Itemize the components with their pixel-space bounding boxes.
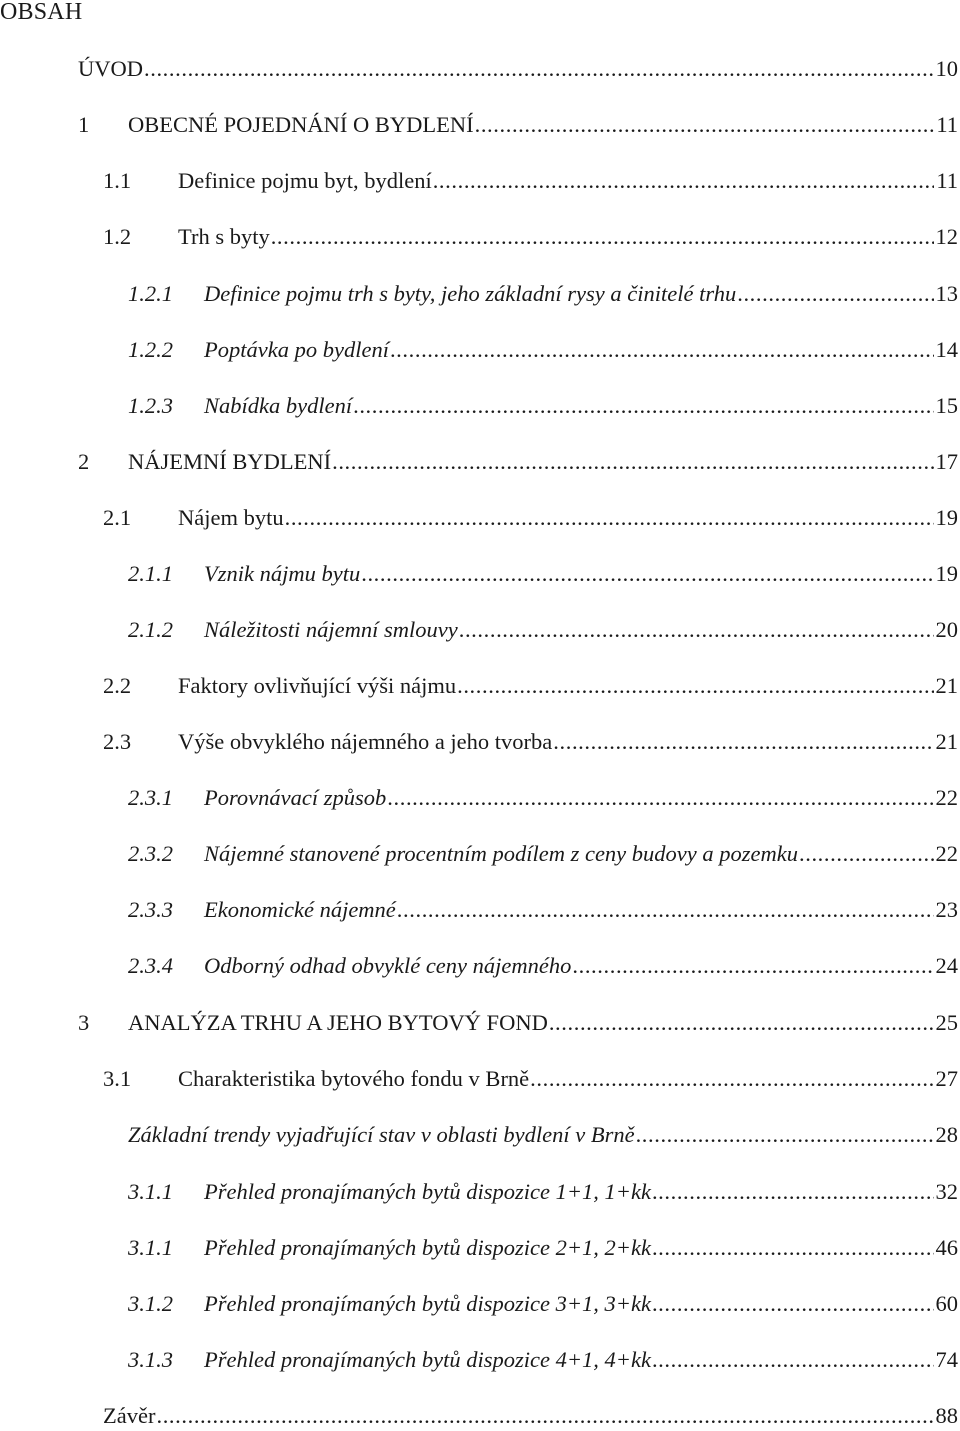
toc-leader bbox=[156, 1401, 933, 1431]
toc-leader bbox=[144, 54, 934, 84]
toc-leader bbox=[361, 559, 933, 589]
toc-entry-page: 22 bbox=[935, 841, 958, 866]
toc-entry-title: ÚVOD bbox=[78, 56, 143, 81]
toc-leader bbox=[652, 1233, 934, 1263]
toc-entry-page: 32 bbox=[935, 1179, 958, 1204]
toc-entry-title: Výše obvyklého nájemného a jeho tvorba bbox=[178, 729, 553, 754]
toc-entry-title: Nájem bytu bbox=[178, 505, 284, 530]
toc-entry[interactable] bbox=[128, 1120, 958, 1150]
toc-entry-page: 74 bbox=[935, 1347, 958, 1372]
toc-entry-page: 27 bbox=[935, 1066, 958, 1091]
toc-entry-title: Ekonomické nájemné bbox=[204, 897, 396, 922]
toc-entry-number: 3.1.3 bbox=[128, 1347, 173, 1372]
toc-entry[interactable] bbox=[103, 166, 958, 196]
toc-entry-title: Náležitosti nájemní smlouvy bbox=[204, 617, 458, 642]
toc-leader bbox=[652, 1177, 934, 1207]
toc-leader bbox=[332, 447, 933, 477]
toc-entry-title: Přehled pronajímaných bytů dispozice 3+1, 3+kk bbox=[204, 1291, 651, 1316]
toc-entry[interactable] bbox=[128, 279, 958, 309]
toc-entry[interactable] bbox=[128, 335, 958, 365]
toc-entry-number: 2.1.1 bbox=[128, 561, 173, 586]
toc-entry-title: Základní trendy vyjadřující stav v oblasti bydlení v Brně bbox=[128, 1122, 635, 1147]
toc-entry-page: 24 bbox=[935, 953, 958, 978]
toc-entry-title: Definice pojmu byt, bydlení bbox=[178, 168, 432, 193]
toc-entry[interactable] bbox=[128, 559, 958, 589]
toc-entry-title: Faktory ovlivňující výši nájmu bbox=[178, 673, 457, 698]
toc-leader bbox=[572, 951, 933, 981]
toc-entry-title: Charakteristika bytového fondu v Brně bbox=[178, 1066, 530, 1091]
toc-entry-title: ANALÝZA TRHU A JEHO BYTOVÝ FOND bbox=[128, 1010, 548, 1035]
toc-entry-number: 3.1.2 bbox=[128, 1291, 173, 1316]
toc-entry-page: 21 bbox=[935, 729, 958, 754]
toc-leader bbox=[271, 222, 934, 252]
toc-leader bbox=[799, 839, 934, 869]
toc-entry-number: 3.1.1 bbox=[128, 1179, 173, 1204]
toc-entry-number: 2.1.2 bbox=[128, 617, 173, 642]
toc-entry-title: Trh s byty bbox=[178, 224, 270, 249]
toc-leader bbox=[652, 1345, 934, 1375]
toc-entry-title: OBECNÉ POJEDNÁNÍ O BYDLENÍ bbox=[128, 112, 474, 137]
toc-entry-page: 12 bbox=[935, 224, 958, 249]
toc-entry[interactable] bbox=[103, 222, 958, 252]
toc-leader bbox=[475, 110, 935, 140]
toc-entry-page: 19 bbox=[935, 505, 958, 530]
toc-entry-page: 17 bbox=[935, 449, 958, 474]
toc-entry-title: Porovnávací způsob bbox=[204, 785, 387, 810]
toc-entry[interactable] bbox=[103, 727, 958, 757]
toc-entry-title: Poptávka po bydlení bbox=[204, 337, 389, 362]
toc-leader bbox=[553, 727, 933, 757]
toc-entry[interactable] bbox=[128, 1177, 958, 1207]
toc-entry-number: 2.3 bbox=[103, 729, 132, 754]
toc-entry-page: 14 bbox=[935, 337, 958, 362]
toc-entry[interactable] bbox=[78, 54, 958, 84]
toc-leader bbox=[433, 166, 935, 196]
toc-entry[interactable] bbox=[128, 391, 958, 421]
toc-entry-title: Nabídka bydlení bbox=[204, 393, 353, 418]
toc-entry-number: 1.2 bbox=[103, 224, 132, 249]
toc-entry[interactable] bbox=[128, 951, 958, 981]
toc-leader bbox=[457, 671, 933, 701]
toc-entry[interactable] bbox=[128, 839, 958, 869]
toc-entry-number: 1.2.3 bbox=[128, 393, 173, 418]
toc-leader bbox=[530, 1064, 933, 1094]
toc-entry-page: 22 bbox=[935, 785, 958, 810]
toc-entry-title: Nájemné stanovené procentním podílem z ceny budovy a pozemku bbox=[204, 841, 798, 866]
toc-leader bbox=[459, 615, 934, 645]
toc-entry-number: 1.2.1 bbox=[128, 281, 173, 306]
toc-entry-page: 21 bbox=[935, 673, 958, 698]
toc-entry-title: Definice pojmu trh s byty, jeho základní rysy a činitelé trhu bbox=[204, 281, 737, 306]
toc-leader bbox=[549, 1008, 934, 1038]
toc-entry-page: 20 bbox=[935, 617, 958, 642]
toc-entry-page: 11 bbox=[936, 112, 958, 137]
toc-leader bbox=[737, 279, 933, 309]
toc-entry-page: 28 bbox=[935, 1122, 958, 1147]
toc-entry-page: 11 bbox=[936, 168, 958, 193]
toc-entry[interactable] bbox=[103, 1401, 958, 1431]
toc-leader bbox=[390, 335, 934, 365]
toc-entry-page: 15 bbox=[935, 393, 958, 418]
toc-entry-number: 2 bbox=[78, 449, 90, 474]
toc-entry-number: 2.2 bbox=[103, 673, 132, 698]
toc-entry-page: 25 bbox=[935, 1010, 958, 1035]
toc-entry[interactable] bbox=[78, 110, 958, 140]
toc-entry[interactable] bbox=[128, 1345, 958, 1375]
toc-entry[interactable] bbox=[103, 671, 958, 701]
toc-leader bbox=[353, 391, 933, 421]
toc-entry-number: 3.1 bbox=[103, 1066, 132, 1091]
toc-entry-number: 1.2.2 bbox=[128, 337, 173, 362]
toc-entry-title: Přehled pronajímaných bytů dispozice 1+1, 1+kk bbox=[204, 1179, 651, 1204]
toc-leader bbox=[285, 503, 934, 533]
toc-entry[interactable] bbox=[128, 1233, 958, 1263]
toc-entry-title: Přehled pronajímaných bytů dispozice 2+1, 2+kk bbox=[204, 1235, 651, 1260]
toc-entry-number: 1 bbox=[78, 112, 90, 137]
toc-entry[interactable] bbox=[128, 895, 958, 925]
toc-entry-page: 13 bbox=[935, 281, 958, 306]
toc-entry-page: 19 bbox=[935, 561, 958, 586]
toc-entry[interactable] bbox=[103, 503, 958, 533]
toc-entry-title: Závěr bbox=[103, 1403, 156, 1428]
toc-entry-page: 88 bbox=[935, 1403, 958, 1428]
toc-entry[interactable] bbox=[128, 1289, 958, 1319]
toc-entry-title: Odborný odhad obvyklé ceny nájemného bbox=[204, 953, 572, 978]
toc-entry[interactable] bbox=[128, 783, 958, 813]
toc-entry-page: 23 bbox=[935, 897, 958, 922]
toc-entry[interactable] bbox=[78, 1008, 958, 1038]
toc-entry-number: 2.3.1 bbox=[128, 785, 173, 810]
toc-entry-title: NÁJEMNÍ BYDLENÍ bbox=[128, 449, 332, 474]
toc-leader bbox=[387, 783, 933, 813]
toc-entry-number: 2.1 bbox=[103, 505, 132, 530]
toc-leader bbox=[397, 895, 934, 925]
toc-entry-number: 3.1.1 bbox=[128, 1235, 173, 1260]
toc-entry-title: Vznik nájmu bytu bbox=[204, 561, 361, 586]
toc-heading: OBSAH bbox=[0, 0, 83, 25]
toc-leader bbox=[652, 1289, 934, 1319]
toc-leader bbox=[636, 1120, 934, 1150]
toc-entry[interactable] bbox=[128, 615, 958, 645]
toc-entry-number: 1.1 bbox=[103, 168, 132, 193]
toc-entry-page: 60 bbox=[935, 1291, 958, 1316]
toc-entry-number: 2.3.3 bbox=[128, 897, 173, 922]
toc-entry[interactable] bbox=[78, 447, 958, 477]
toc-entry-number: 2.3.2 bbox=[128, 841, 173, 866]
toc-entry-page: 46 bbox=[935, 1235, 958, 1260]
toc-entry-title: Přehled pronajímaných bytů dispozice 4+1, 4+kk bbox=[204, 1347, 651, 1372]
toc-entry-number: 2.3.4 bbox=[128, 953, 173, 978]
toc-entry-page: 10 bbox=[935, 56, 958, 81]
toc-entry-number: 3 bbox=[78, 1010, 90, 1035]
toc-entry[interactable] bbox=[103, 1064, 958, 1094]
